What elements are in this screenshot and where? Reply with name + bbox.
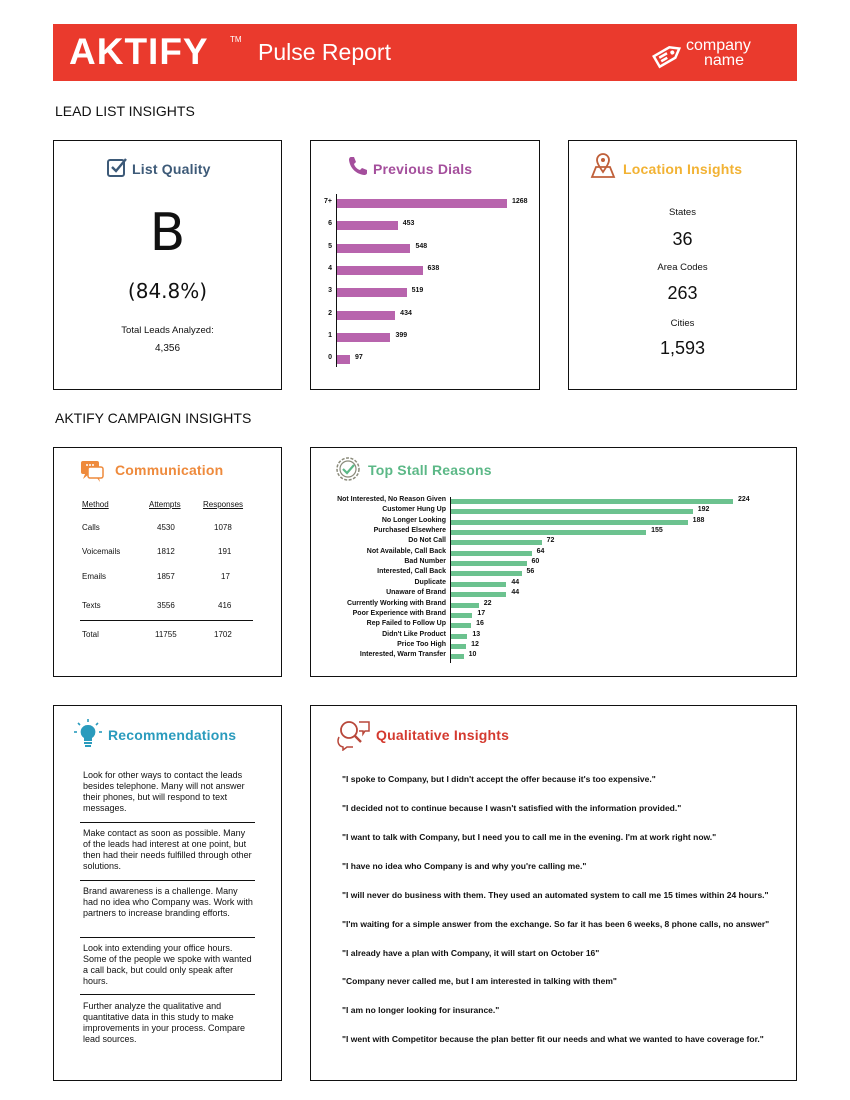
previous-dials-title: Previous Dials xyxy=(373,161,473,177)
bar-value-label: 12 xyxy=(471,640,479,648)
bar-value-label: 399 xyxy=(395,331,408,339)
bar xyxy=(451,603,479,608)
bar-value-label: 72 xyxy=(546,537,555,545)
recommendations-card xyxy=(53,705,282,1081)
bar-value-label: 17 xyxy=(477,609,486,617)
bar-category-label: Poor Experience with Brand xyxy=(352,609,446,617)
row-method: Emails xyxy=(82,572,107,581)
bar-value-label: 44 xyxy=(511,589,520,597)
row-responses: 416 xyxy=(218,601,232,610)
bar-category-label: Rep Failed to Follow Up xyxy=(366,620,446,628)
bar xyxy=(451,571,522,576)
bar xyxy=(451,613,472,618)
bar-category-label: Purchased Elsewhere xyxy=(373,527,446,535)
tag-icon xyxy=(651,40,685,70)
cities-value: 1,593 xyxy=(659,338,706,358)
quote-item: "I decided not to continue because I wasn't satisfied with the information provided." xyxy=(342,803,682,813)
list-item: Make contact as soon as possible. Many of the leads had interest at one point, but then had their needs fulfilled through other solutions. xyxy=(83,828,252,871)
row-attempts: 3556 xyxy=(157,601,175,610)
header-responses: Responses xyxy=(203,500,244,509)
bar xyxy=(337,333,390,342)
trademark: TM xyxy=(230,35,242,44)
list-item: Further analyze the qualitative and quantitative data in this study to make improvements in your process. Compare lead sources. xyxy=(83,1001,246,1044)
bar-value-label: 638 xyxy=(427,264,440,272)
bar xyxy=(451,623,471,628)
bar xyxy=(451,540,542,545)
list-quality-score: (84.8%) xyxy=(127,279,208,303)
divider xyxy=(80,880,255,881)
bar-category-label: Not Available, Call Back xyxy=(366,547,446,555)
bar xyxy=(337,266,423,275)
bar-value-label: 192 xyxy=(697,506,710,514)
bar xyxy=(451,644,466,649)
row-responses: 1078 xyxy=(214,523,232,532)
report-header xyxy=(53,24,797,81)
bar-category-label: Currently Working with Brand xyxy=(346,599,446,607)
bar-value-label: 60 xyxy=(531,558,540,566)
bar-category-label: Do Not Call xyxy=(408,537,446,545)
divider xyxy=(80,822,255,823)
recommendations-title: Recommendations xyxy=(108,727,237,743)
quote-item: "I will never do business with them. They used an automated system to call me 15 times within 24 hours." xyxy=(342,890,769,900)
quote-item: "I want to talk with Company, but I need you to call me in the evening. I'm at work right now." xyxy=(342,832,717,842)
section-title-campaign: AKTIFY CAMPAIGN INSIGHTS xyxy=(55,410,252,426)
row-attempts: 1857 xyxy=(157,572,175,581)
bar xyxy=(451,592,506,597)
location-card xyxy=(568,140,797,390)
bar-category-label: 5 xyxy=(328,242,332,250)
divider xyxy=(80,937,255,938)
qualitative-card xyxy=(310,705,797,1081)
bar-value-label: 10 xyxy=(468,651,477,659)
report-title: Pulse Report xyxy=(258,39,391,65)
list-quality-grade: B xyxy=(149,203,186,263)
total-attempts: 11755 xyxy=(155,630,177,639)
bar xyxy=(451,520,688,525)
communication-title: Communication xyxy=(115,462,224,478)
search-chat-icon xyxy=(335,717,371,751)
bar xyxy=(451,654,464,659)
row-attempts: 4530 xyxy=(157,523,175,532)
quote-item: "I am no longer looking for insurance." xyxy=(342,1005,500,1015)
row-method: Texts xyxy=(82,601,101,610)
company-name-line2: name xyxy=(704,52,745,69)
row-responses: 17 xyxy=(221,572,230,581)
bar xyxy=(451,530,646,535)
bar-category-label: 6 xyxy=(328,220,332,228)
list-item: Brand awareness is a challenge. Many had no idea who Company was. Work with partners to increase branding efforts. xyxy=(83,886,253,918)
table-divider xyxy=(80,620,253,621)
company-name xyxy=(686,38,751,68)
bar-value-label: 224 xyxy=(738,496,750,503)
bar-value-label: 64 xyxy=(536,547,545,555)
bar-category-label: Bad Number xyxy=(404,558,446,566)
quote-item: "Company never called me, but I am interested in talking with them" xyxy=(342,976,617,986)
bar-value-label: 97 xyxy=(355,354,363,362)
bar-category-label: Didn't Like Product xyxy=(382,630,446,638)
bar-category-label: Customer Hung Up xyxy=(382,506,446,514)
header-attempts: Attempts xyxy=(149,500,181,509)
bar-category-label: 7+ xyxy=(324,198,332,205)
bar-value-label: 453 xyxy=(402,220,415,228)
quote-item: "I have no idea who Company is and why you're calling me." xyxy=(342,861,587,871)
bar-category-label: No Longer Looking xyxy=(381,516,446,524)
bar-value-label: 155 xyxy=(651,527,663,535)
total-leads-label: Total Leads Analyzed: xyxy=(121,325,214,336)
bar-value-label: 44 xyxy=(511,578,520,586)
bar xyxy=(337,221,398,230)
states-label: States xyxy=(669,207,696,218)
previous-dials-card xyxy=(310,140,540,390)
lightbulb-icon xyxy=(72,717,104,749)
bar-value-label: 16 xyxy=(476,620,484,628)
bar xyxy=(337,199,507,208)
bar-value-label: 519 xyxy=(411,287,424,295)
bar xyxy=(451,561,527,566)
bar-value-label: 188 xyxy=(692,516,705,524)
quote-item: "I'm waiting for a simple answer from the exchange. So far it has been 6 weeks, 8 phone calls, no answer" xyxy=(342,919,770,929)
stall-reasons-card xyxy=(310,447,797,677)
stall-title: Top Stall Reasons xyxy=(368,462,492,478)
bar xyxy=(337,311,395,320)
bar-category-label: Interested, Warm Transfer xyxy=(359,651,446,659)
bar-value-label: 1268 xyxy=(512,198,528,205)
row-attempts: 1812 xyxy=(157,547,175,556)
bar-category-label: 1 xyxy=(328,331,332,339)
location-title: Location Insights xyxy=(623,161,743,177)
header-method: Method xyxy=(82,500,109,509)
bar-category-label: 4 xyxy=(328,264,332,272)
divider xyxy=(80,994,255,995)
bar xyxy=(451,551,532,556)
quote-item: "I already have a plan with Company, it will start on October 16" xyxy=(342,948,600,958)
bar xyxy=(451,582,506,587)
bar-category-label: 0 xyxy=(328,354,332,362)
total-leads-value: 4,356 xyxy=(154,343,181,354)
bar-category-label: Price Too High xyxy=(397,640,446,648)
stall-reasons-chart xyxy=(311,448,798,678)
checkbox-icon xyxy=(106,156,128,178)
bar-category-label: 2 xyxy=(328,309,332,317)
bar xyxy=(451,509,693,514)
quote-item: "I went with Competitor because the plan better fit our needs and what we wanted to have coverage for." xyxy=(342,1034,764,1044)
row-responses: 191 xyxy=(218,547,232,556)
total-method: Total xyxy=(82,630,99,639)
quote-item: "I spoke to Company, but I didn't accept the offer because it's too expensive." xyxy=(342,774,656,784)
brand-logo: AKTIFY xyxy=(69,31,209,72)
section-title-lead-list: LEAD LIST INSIGHTS xyxy=(55,103,195,119)
row-method: Voicemails xyxy=(82,547,121,556)
bar-value-label: 548 xyxy=(415,242,428,250)
bar xyxy=(337,244,410,253)
bar-category-label: Duplicate xyxy=(414,578,446,586)
communication-card xyxy=(53,447,282,677)
map-pin-icon xyxy=(589,151,617,179)
list-item: Look for other ways to contact the leads besides telephone. Many will not answer their phones, but will respond to text messages. xyxy=(83,770,245,813)
list-quality-card xyxy=(53,140,282,390)
bar xyxy=(337,288,407,297)
area-codes-label: Area Codes xyxy=(657,262,708,273)
chat-icon xyxy=(79,458,105,484)
total-responses: 1702 xyxy=(214,630,232,639)
previous-dials-chart xyxy=(311,141,541,391)
bar-value-label: 22 xyxy=(483,599,492,607)
bar xyxy=(451,499,733,504)
list-quality-title: List Quality xyxy=(132,161,211,177)
bar xyxy=(451,634,467,639)
bar xyxy=(337,355,350,364)
bar-category-label: Unaware of Brand xyxy=(386,589,446,597)
row-method: Calls xyxy=(82,523,100,532)
bar-category-label: 3 xyxy=(328,287,332,295)
bar-category-label: Not Interested, No Reason Given xyxy=(337,496,446,503)
states-value: 36 xyxy=(672,229,693,249)
bar-category-label: Interested, Call Back xyxy=(377,568,446,576)
qualitative-title: Qualitative Insights xyxy=(376,727,510,743)
area-codes-value: 263 xyxy=(667,283,698,303)
bar-value-label: 56 xyxy=(526,568,535,576)
bar-value-label: 13 xyxy=(472,630,481,638)
list-item: Look into extending your office hours. Some of the people we spoke with wanted a call back, but could only speak after hours. xyxy=(83,943,252,986)
bar-value-label: 434 xyxy=(400,309,412,317)
cities-label: Cities xyxy=(670,318,695,329)
company-name-line1: company xyxy=(686,37,751,54)
